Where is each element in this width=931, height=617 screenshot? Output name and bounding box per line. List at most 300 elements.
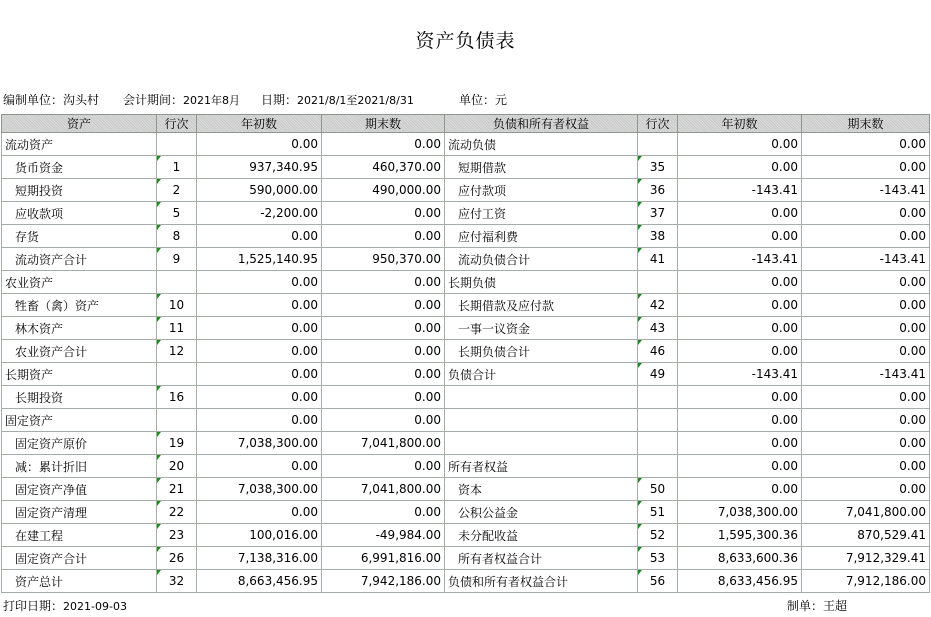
liability-beginning-balance-text: 0.00 bbox=[771, 482, 798, 496]
asset-item-name-text: 应收款项 bbox=[15, 206, 64, 221]
cell-comment-marker-icon bbox=[157, 340, 161, 345]
asset-line-no bbox=[157, 179, 197, 202]
asset-beginning-balance-text: 0.00 bbox=[291, 367, 318, 381]
liability-line-no-text: 51 bbox=[649, 505, 666, 519]
liability-line-no bbox=[638, 478, 678, 501]
liability-ending-balance bbox=[802, 501, 930, 524]
cell-comment-marker-icon bbox=[157, 386, 161, 391]
accounting-period-label: 会计期间： bbox=[123, 93, 184, 107]
liability-beginning-balance-text: 0.00 bbox=[771, 413, 798, 427]
liability-beginning-balance bbox=[678, 179, 802, 202]
liability-ending-balance-text: -143.41 bbox=[879, 183, 926, 197]
print-date-value: 2021-09-03 bbox=[63, 600, 127, 613]
liability-line-no-text: 43 bbox=[649, 321, 666, 335]
liability-beginning-balance-text: -143.41 bbox=[751, 252, 798, 266]
cell-comment-marker-icon bbox=[638, 202, 642, 207]
liability-line-no-text: 35 bbox=[649, 160, 666, 174]
liability-line-no bbox=[638, 133, 678, 156]
cell-comment-marker-icon bbox=[638, 294, 642, 299]
liability-line-no bbox=[638, 271, 678, 294]
asset-item-name bbox=[2, 202, 157, 225]
liability-beginning-balance bbox=[678, 432, 802, 455]
currency-unit bbox=[459, 91, 507, 108]
liability-ending-balance-text: 0.00 bbox=[899, 137, 926, 151]
liability-beginning-balance bbox=[678, 363, 802, 386]
liability-item-name-text: 负债和所有者权益合计 bbox=[448, 574, 569, 589]
asset-item-name-text: 农业资产合计 bbox=[15, 344, 88, 359]
liability-ending-balance-text: 0.00 bbox=[899, 298, 926, 312]
liability-item-name-text: 应付福利费 bbox=[458, 229, 519, 244]
asset-item-name bbox=[2, 225, 157, 248]
asset-ending-balance bbox=[322, 501, 445, 524]
asset-line-no bbox=[157, 386, 197, 409]
asset-item-name bbox=[2, 156, 157, 179]
liability-ending-balance-text: 0.00 bbox=[899, 160, 926, 174]
asset-item-name-text: 存货 bbox=[15, 229, 40, 244]
report-title: 资产负债表 bbox=[415, 30, 516, 52]
table-row bbox=[2, 363, 930, 386]
asset-ending-balance bbox=[322, 340, 445, 363]
liability-beginning-balance bbox=[678, 547, 802, 570]
header-liabilities-equity: 负债和所有者权益 bbox=[445, 115, 638, 133]
liability-beginning-balance bbox=[678, 294, 802, 317]
liability-line-no bbox=[638, 179, 678, 202]
asset-beginning-balance bbox=[197, 501, 322, 524]
asset-line-no-text: 9 bbox=[172, 252, 181, 266]
asset-ending-balance bbox=[322, 478, 445, 501]
cell-comment-marker-icon bbox=[157, 225, 161, 230]
liability-beginning-balance bbox=[678, 340, 802, 363]
table-row bbox=[2, 271, 930, 294]
liability-ending-balance bbox=[802, 455, 930, 478]
liability-beginning-balance bbox=[678, 501, 802, 524]
liability-ending-balance-text: 0.00 bbox=[899, 275, 926, 289]
cell-comment-marker-icon bbox=[157, 317, 161, 322]
asset-line-no bbox=[157, 248, 197, 271]
liability-item-name bbox=[445, 547, 638, 570]
asset-beginning-balance bbox=[197, 455, 322, 478]
asset-item-name-text: 长期资产 bbox=[5, 367, 54, 382]
asset-line-no-text: 12 bbox=[168, 344, 185, 358]
liability-item-name bbox=[445, 524, 638, 547]
liability-beginning-balance-text: 0.00 bbox=[771, 298, 798, 312]
liability-ending-balance-text: 0.00 bbox=[899, 229, 926, 243]
asset-beginning-balance-text: 937,340.95 bbox=[249, 160, 318, 174]
asset-line-no bbox=[157, 225, 197, 248]
asset-item-name bbox=[2, 248, 157, 271]
date-range-label: 日期： bbox=[261, 93, 298, 107]
asset-ending-balance bbox=[322, 317, 445, 340]
asset-line-no bbox=[157, 432, 197, 455]
table-row bbox=[2, 179, 930, 202]
asset-item-name-text: 短期投资 bbox=[15, 183, 64, 198]
liability-beginning-balance-text: 8,633,600.36 bbox=[717, 551, 798, 565]
date-range bbox=[261, 91, 414, 108]
asset-item-name-text: 长期投资 bbox=[15, 390, 64, 405]
liability-item-name-text: 长期负债 bbox=[448, 275, 497, 290]
asset-ending-balance bbox=[322, 409, 445, 432]
asset-item-name-text: 固定资产原价 bbox=[15, 436, 88, 451]
liability-item-name bbox=[445, 340, 638, 363]
table-row bbox=[2, 570, 930, 593]
asset-ending-balance bbox=[322, 179, 445, 202]
liability-line-no-text: 49 bbox=[649, 367, 666, 381]
preparer-value: 王超 bbox=[823, 599, 848, 613]
liability-line-no-text: 53 bbox=[649, 551, 666, 565]
cell-comment-marker-icon bbox=[638, 248, 642, 253]
liability-line-no-text: 36 bbox=[649, 183, 666, 197]
liability-line-no-text: 37 bbox=[649, 206, 666, 220]
asset-beginning-balance bbox=[197, 524, 322, 547]
asset-ending-balance-text: 0.00 bbox=[414, 321, 441, 335]
asset-beginning-balance-text: -2,200.00 bbox=[260, 206, 318, 220]
liability-ending-balance bbox=[802, 202, 930, 225]
liability-item-name bbox=[445, 248, 638, 271]
liability-item-name bbox=[445, 478, 638, 501]
asset-line-no-text: 26 bbox=[168, 551, 185, 565]
asset-line-no bbox=[157, 478, 197, 501]
liability-item-name-text: 所有者权益合计 bbox=[458, 551, 543, 566]
asset-beginning-balance bbox=[197, 202, 322, 225]
asset-beginning-balance-text: 0.00 bbox=[291, 321, 318, 335]
asset-beginning-balance bbox=[197, 248, 322, 271]
liability-line-no bbox=[638, 156, 678, 179]
liability-beginning-balance-text: 0.00 bbox=[771, 436, 798, 450]
cell-comment-marker-icon bbox=[157, 179, 161, 184]
asset-item-name bbox=[2, 432, 157, 455]
asset-item-name-text: 牲畜（禽）资产 bbox=[15, 298, 100, 313]
liability-beginning-balance bbox=[678, 455, 802, 478]
liability-item-name bbox=[445, 271, 638, 294]
liability-ending-balance-text: 0.00 bbox=[899, 482, 926, 496]
asset-line-no bbox=[157, 455, 197, 478]
cell-comment-marker-icon bbox=[157, 501, 161, 506]
liability-item-name bbox=[445, 202, 638, 225]
liability-beginning-balance-text: 8,633,456.95 bbox=[717, 574, 798, 588]
liability-item-name bbox=[445, 386, 638, 409]
asset-ending-balance bbox=[322, 271, 445, 294]
liability-beginning-balance bbox=[678, 156, 802, 179]
liability-line-no bbox=[638, 363, 678, 386]
liability-beginning-balance-text: 0.00 bbox=[771, 390, 798, 404]
cell-comment-marker-icon bbox=[638, 225, 642, 230]
asset-item-name bbox=[2, 524, 157, 547]
asset-ending-balance-text: 0.00 bbox=[414, 298, 441, 312]
liability-line-no-text: 52 bbox=[649, 528, 666, 542]
liability-ending-balance-text: 0.00 bbox=[899, 459, 926, 473]
asset-item-name-text: 资产总计 bbox=[15, 574, 64, 589]
asset-line-no bbox=[157, 570, 197, 593]
asset-line-no-text: 5 bbox=[172, 206, 181, 220]
asset-beginning-balance-text: 0.00 bbox=[291, 413, 318, 427]
cell-comment-marker-icon bbox=[638, 363, 642, 368]
asset-beginning-balance-text: 0.00 bbox=[291, 459, 318, 473]
liability-beginning-balance-text: -143.41 bbox=[751, 183, 798, 197]
asset-beginning-balance-text: 100,016.00 bbox=[249, 528, 318, 542]
header-line-no: 行次 bbox=[638, 115, 678, 133]
table-row bbox=[2, 386, 930, 409]
asset-ending-balance-text: 7,041,800.00 bbox=[360, 436, 441, 450]
asset-beginning-balance-text: 8,663,456.95 bbox=[237, 574, 318, 588]
cell-comment-marker-icon bbox=[157, 202, 161, 207]
liability-item-name-text: 资本 bbox=[458, 482, 483, 497]
liability-beginning-balance bbox=[678, 133, 802, 156]
asset-beginning-balance bbox=[197, 179, 322, 202]
liability-item-name-text: 应付款项 bbox=[458, 183, 507, 198]
asset-ending-balance-text: 0.00 bbox=[414, 367, 441, 381]
asset-beginning-balance bbox=[197, 294, 322, 317]
asset-item-name-text: 农业资产 bbox=[5, 275, 54, 290]
compiling-unit-label: 编制单位： bbox=[3, 93, 64, 107]
liability-ending-balance bbox=[802, 294, 930, 317]
cell-comment-marker-icon bbox=[157, 570, 161, 575]
asset-item-name bbox=[2, 294, 157, 317]
asset-line-no-text: 32 bbox=[168, 574, 185, 588]
asset-item-name-text: 减：累计折旧 bbox=[15, 459, 88, 474]
asset-ending-balance bbox=[322, 133, 445, 156]
liability-beginning-balance-text: 0.00 bbox=[771, 160, 798, 174]
cell-comment-marker-icon bbox=[638, 156, 642, 161]
asset-line-no bbox=[157, 409, 197, 432]
liability-beginning-balance-text: 0.00 bbox=[771, 459, 798, 473]
cell-comment-marker-icon bbox=[157, 547, 161, 552]
asset-ending-balance-text: 0.00 bbox=[414, 344, 441, 358]
liability-item-name bbox=[445, 294, 638, 317]
liability-ending-balance bbox=[802, 570, 930, 593]
liability-ending-balance bbox=[802, 432, 930, 455]
liability-beginning-balance bbox=[678, 271, 802, 294]
asset-item-name-text: 流动资产合计 bbox=[15, 252, 88, 267]
cell-comment-marker-icon bbox=[157, 432, 161, 437]
table-header-row bbox=[2, 115, 930, 133]
header-ending-balance: 期末数 bbox=[802, 115, 930, 133]
liability-item-name-text: 一事一议资金 bbox=[458, 321, 531, 336]
asset-item-name bbox=[2, 179, 157, 202]
table-row bbox=[2, 478, 930, 501]
cell-comment-marker-icon bbox=[638, 478, 642, 483]
asset-line-no-text: 1 bbox=[172, 160, 181, 174]
liability-ending-balance bbox=[802, 547, 930, 570]
asset-beginning-balance-text: 7,138,316.00 bbox=[237, 551, 318, 565]
asset-line-no bbox=[157, 271, 197, 294]
liability-line-no bbox=[638, 570, 678, 593]
asset-line-no-text: 19 bbox=[168, 436, 185, 450]
asset-ending-balance-text: 0.00 bbox=[414, 459, 441, 473]
cell-comment-marker-icon bbox=[157, 455, 161, 460]
liability-ending-balance-text: -143.41 bbox=[879, 367, 926, 381]
header-beginning-balance: 年初数 bbox=[678, 115, 802, 133]
cell-comment-marker-icon bbox=[157, 478, 161, 483]
liability-beginning-balance-text: 0.00 bbox=[771, 206, 798, 220]
asset-line-no bbox=[157, 363, 197, 386]
asset-line-no bbox=[157, 547, 197, 570]
liability-item-name bbox=[445, 317, 638, 340]
asset-ending-balance-text: -49,984.00 bbox=[375, 528, 441, 542]
asset-beginning-balance bbox=[197, 340, 322, 363]
asset-item-name bbox=[2, 386, 157, 409]
table-row bbox=[2, 455, 930, 478]
asset-ending-balance bbox=[322, 225, 445, 248]
cell-comment-marker-icon bbox=[638, 179, 642, 184]
liability-ending-balance bbox=[802, 524, 930, 547]
liability-ending-balance bbox=[802, 156, 930, 179]
table-row bbox=[2, 156, 930, 179]
liability-line-no bbox=[638, 225, 678, 248]
liability-item-name bbox=[445, 455, 638, 478]
liability-ending-balance-text: 0.00 bbox=[899, 206, 926, 220]
header-assets: 资产 bbox=[2, 115, 157, 133]
liability-beginning-balance bbox=[678, 478, 802, 501]
liability-beginning-balance bbox=[678, 225, 802, 248]
cell-comment-marker-icon bbox=[638, 524, 642, 529]
asset-ending-balance-text: 950,370.00 bbox=[372, 252, 441, 266]
asset-item-name bbox=[2, 317, 157, 340]
asset-item-name bbox=[2, 363, 157, 386]
liability-item-name-text: 公积公益金 bbox=[458, 505, 519, 520]
asset-item-name bbox=[2, 409, 157, 432]
asset-item-name-text: 固定资产清理 bbox=[15, 505, 88, 520]
asset-line-no-text: 11 bbox=[168, 321, 185, 335]
liability-beginning-balance bbox=[678, 524, 802, 547]
asset-beginning-balance bbox=[197, 271, 322, 294]
liability-ending-balance bbox=[802, 363, 930, 386]
asset-ending-balance-text: 0.00 bbox=[414, 390, 441, 404]
liability-item-name bbox=[445, 570, 638, 593]
compiling-unit-value: 沟头村 bbox=[63, 93, 100, 107]
asset-beginning-balance-text: 0.00 bbox=[291, 229, 318, 243]
liability-beginning-balance bbox=[678, 317, 802, 340]
asset-item-name-text: 在建工程 bbox=[15, 528, 64, 543]
header-beginning-balance: 年初数 bbox=[197, 115, 322, 133]
asset-item-name bbox=[2, 133, 157, 156]
print-date-label: 打印日期： bbox=[3, 599, 64, 613]
table-row bbox=[2, 294, 930, 317]
asset-ending-balance-text: 460,370.00 bbox=[372, 160, 441, 174]
liability-ending-balance-text: 0.00 bbox=[899, 344, 926, 358]
liability-item-name-text: 所有者权益 bbox=[448, 459, 509, 474]
liability-ending-balance-text: 870,529.41 bbox=[857, 528, 926, 542]
liability-beginning-balance bbox=[678, 409, 802, 432]
asset-ending-balance-text: 0.00 bbox=[414, 505, 441, 519]
accounting-period-value: 2021年8月 bbox=[183, 94, 241, 107]
asset-beginning-balance bbox=[197, 409, 322, 432]
asset-line-no-text: 23 bbox=[168, 528, 185, 542]
table-row bbox=[2, 317, 930, 340]
table-row bbox=[2, 202, 930, 225]
liability-line-no-text: 38 bbox=[649, 229, 666, 243]
liability-line-no bbox=[638, 409, 678, 432]
liability-beginning-balance bbox=[678, 570, 802, 593]
asset-line-no-text: 16 bbox=[168, 390, 185, 404]
asset-beginning-balance-text: 7,038,300.00 bbox=[237, 482, 318, 496]
asset-beginning-balance bbox=[197, 133, 322, 156]
liability-beginning-balance-text: 0.00 bbox=[771, 229, 798, 243]
asset-beginning-balance-text: 0.00 bbox=[291, 344, 318, 358]
liability-ending-balance-text: -143.41 bbox=[879, 252, 926, 266]
asset-ending-balance bbox=[322, 363, 445, 386]
asset-ending-balance-text: 0.00 bbox=[414, 413, 441, 427]
liability-ending-balance-text: 0.00 bbox=[899, 321, 926, 335]
currency-unit-label: 单位： bbox=[459, 93, 496, 107]
liability-line-no bbox=[638, 547, 678, 570]
liability-beginning-balance-text: 0.00 bbox=[771, 137, 798, 151]
liability-item-name bbox=[445, 363, 638, 386]
asset-ending-balance-text: 7,041,800.00 bbox=[360, 482, 441, 496]
cell-comment-marker-icon bbox=[157, 156, 161, 161]
cell-comment-marker-icon bbox=[157, 248, 161, 253]
preparer bbox=[787, 597, 847, 614]
liability-ending-balance-text: 7,912,329.41 bbox=[845, 551, 926, 565]
table-row bbox=[2, 524, 930, 547]
compiling-unit bbox=[3, 91, 99, 108]
liability-beginning-balance bbox=[678, 386, 802, 409]
asset-ending-balance bbox=[322, 432, 445, 455]
asset-item-name bbox=[2, 340, 157, 363]
asset-line-no bbox=[157, 524, 197, 547]
asset-beginning-balance bbox=[197, 317, 322, 340]
print-date bbox=[3, 597, 127, 614]
liability-beginning-balance-text: 1,595,300.36 bbox=[717, 528, 798, 542]
asset-line-no bbox=[157, 202, 197, 225]
asset-item-name-text: 固定资产 bbox=[5, 413, 54, 428]
date-range-value: 2021/8/1至2021/8/31 bbox=[297, 94, 414, 107]
asset-item-name bbox=[2, 501, 157, 524]
liability-line-no bbox=[638, 501, 678, 524]
table-row bbox=[2, 409, 930, 432]
cell-comment-marker-icon bbox=[157, 294, 161, 299]
asset-item-name-text: 固定资产合计 bbox=[15, 551, 88, 566]
asset-ending-balance bbox=[322, 524, 445, 547]
table-row bbox=[2, 547, 930, 570]
liability-line-no bbox=[638, 248, 678, 271]
liability-item-name bbox=[445, 225, 638, 248]
liability-item-name-text: 短期借款 bbox=[458, 160, 507, 175]
asset-item-name bbox=[2, 478, 157, 501]
asset-beginning-balance-text: 7,038,300.00 bbox=[237, 436, 318, 450]
asset-beginning-balance-text: 0.00 bbox=[291, 505, 318, 519]
asset-ending-balance-text: 0.00 bbox=[414, 206, 441, 220]
liability-ending-balance bbox=[802, 340, 930, 363]
header-ending-balance: 期末数 bbox=[322, 115, 445, 133]
liability-item-name bbox=[445, 133, 638, 156]
asset-item-name bbox=[2, 570, 157, 593]
liability-line-no-text: 41 bbox=[649, 252, 666, 266]
liability-item-name-text: 长期负债合计 bbox=[458, 344, 531, 359]
asset-item-name-text: 货币资金 bbox=[15, 160, 64, 175]
asset-line-no-text: 22 bbox=[168, 505, 185, 519]
cell-comment-marker-icon bbox=[157, 524, 161, 529]
liability-line-no bbox=[638, 386, 678, 409]
cell-comment-marker-icon bbox=[638, 340, 642, 345]
liability-line-no bbox=[638, 340, 678, 363]
liability-beginning-balance-text: 7,038,300.00 bbox=[717, 505, 798, 519]
table-row bbox=[2, 225, 930, 248]
asset-ending-balance-text: 6,991,816.00 bbox=[360, 551, 441, 565]
asset-item-name-text: 林木资产 bbox=[15, 321, 64, 336]
liability-line-no-text: 42 bbox=[649, 298, 666, 312]
cell-comment-marker-icon bbox=[638, 547, 642, 552]
asset-ending-balance-text: 0.00 bbox=[414, 137, 441, 151]
asset-line-no-text: 21 bbox=[168, 482, 185, 496]
table-row bbox=[2, 340, 930, 363]
liability-beginning-balance bbox=[678, 248, 802, 271]
accounting-period bbox=[123, 91, 240, 108]
liability-beginning-balance-text: 0.00 bbox=[771, 321, 798, 335]
asset-ending-balance bbox=[322, 294, 445, 317]
asset-beginning-balance-text: 590,000.00 bbox=[249, 183, 318, 197]
asset-ending-balance-text: 0.00 bbox=[414, 275, 441, 289]
asset-beginning-balance bbox=[197, 386, 322, 409]
